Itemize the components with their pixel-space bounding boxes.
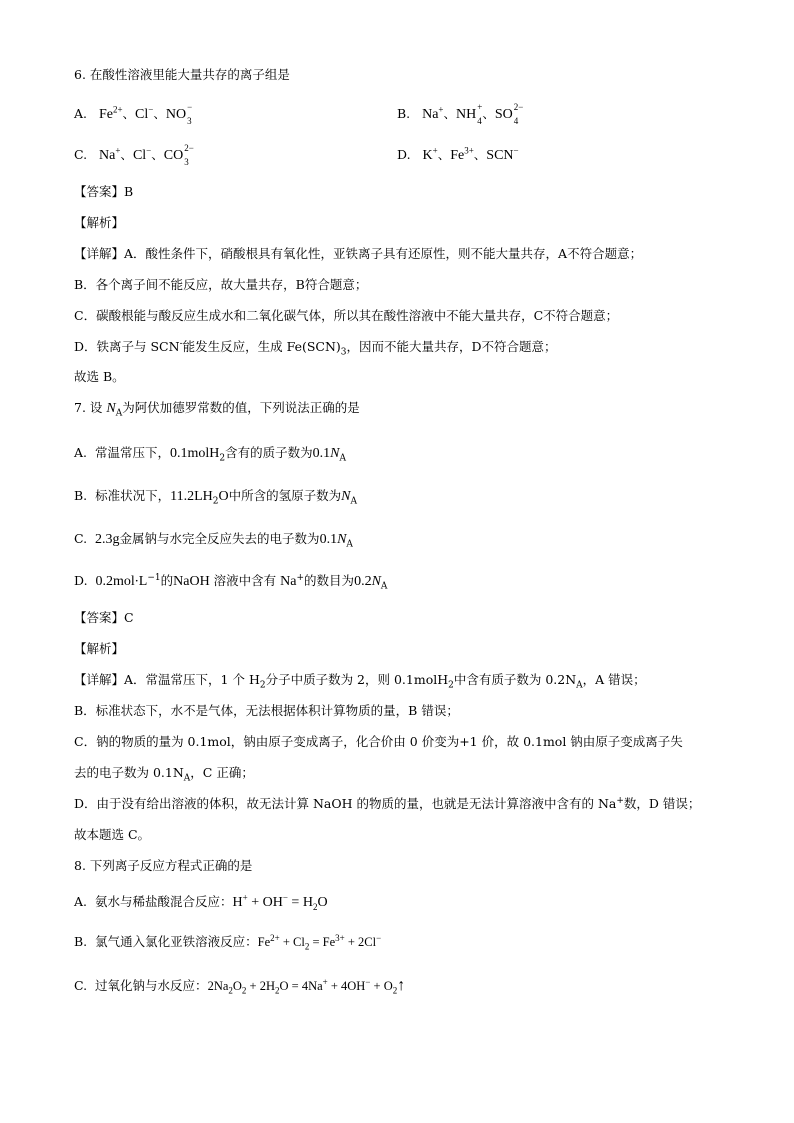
- q7-option-b: B. 标准状况下，$11.2LH_2O$中所含的氢原子数为$N_A$: [74, 488, 358, 507]
- q7-detail-b: B．标准状态下，水不是气体，无法根据体积计算物质的量，B 错误；: [74, 703, 459, 718]
- q7-detail-a: 【详解】A．常温常压下，1 个 $H_2$分子中质子数为 2，则 0.1molH$_2$中含有质子数为 $0.2N_A$，A 错误；: [74, 672, 646, 691]
- q6-conclusion: 故选 B。: [74, 369, 125, 384]
- q6-answer: 【答案】B: [74, 184, 134, 199]
- q6-detail-d: D．铁离子与 SCN-能发生反应，生成 $Fe(SCN)_3$，因而不能大量共存，D不符合题意；: [74, 338, 557, 358]
- q6-option-a: A. $Fe^{2+}$、Cl−、NO − 3: [74, 101, 193, 126]
- q6-detail-c: C．碳酸根能与酸反应生成水和二氧化碳气体，所以其在酸性溶液中不能大量共存，C不符合题意；: [74, 308, 619, 323]
- q7-stem: 7. 设 $N_A$为阿伏加德罗常数的值，下列说法正确的是: [74, 400, 360, 419]
- q7-detail-c2: 去的电子数为 $0.1N_A$，C 正确；: [74, 765, 254, 784]
- q7-option-c: C. 2.3g金属钠与水完全反应失去的电子数为$0.1N_A$: [74, 531, 353, 550]
- q7-detail-c1: C．钠的物质的量为 0.1mol，钠由原子变成离子，化合价由 0 价变为+1 价，故 0.1mol 钠由原子变成离子失: [74, 734, 683, 749]
- q8-stem: 8. 下列离子反应方程式正确的是: [74, 858, 253, 873]
- q6-detail-b: B．各个离子间不能反应，故大量共存，B符合题意；: [74, 277, 368, 292]
- q7-option-d: D. $0.2mol\cdot L^{-1}$的NaOH 溶液中含有 Na+的数目为$0.2N_A$: [74, 572, 388, 592]
- q7-conclusion: 故本题选 C。: [74, 827, 151, 842]
- q6-detail-a: 【详解】A．酸性条件下，硝酸根具有氧化性，亚铁离子具有还原性，则不能大量共存，A不符合题意；: [74, 246, 643, 261]
- q8-option-b: B. 氯气通入氯化亚铁溶液反应：$Fe^{2+} + Cl_2 = Fe^{3+} + 2Cl^-$: [74, 932, 382, 952]
- q6-option-d: D. K+、$Fe^{3+}$、SCN−: [397, 145, 519, 163]
- q7-option-a: A. 常温常压下，0.1molH$_2$含有的质子数为$0.1N_A$: [74, 445, 346, 464]
- q6-analysis-heading: 【解析】: [74, 215, 125, 230]
- q7-detail-d: D．由于没有给出溶液的体积，故无法计算 NaOH 的物质的量，也就是无法计算溶液中含有的 Na+数，D 错误；: [74, 795, 701, 811]
- q7-analysis-heading: 【解析】: [74, 641, 125, 656]
- q8-option-a: A. 氨水与稀盐酸混合反应：$H^+ + OH^- = H_2O$: [74, 892, 328, 912]
- q6-stem: 6. 在酸性溶液里能大量共存的离子组是: [74, 67, 290, 82]
- q7-answer: 【答案】C: [74, 610, 134, 625]
- q6-option-b: B. Na+、NH + 4 、SO 2− 4: [397, 101, 524, 126]
- gas-arrow-icon: ↑: [397, 977, 406, 994]
- q6-option-c: C. Na+、Cl−、CO 2− 3: [74, 142, 194, 167]
- q8-option-c: C. 过氧化钠与水反应：$2Na_2O_2 + 2H_2O = 4Na^+ + 4OH^-$ + $O_2↑$: [74, 976, 406, 996]
